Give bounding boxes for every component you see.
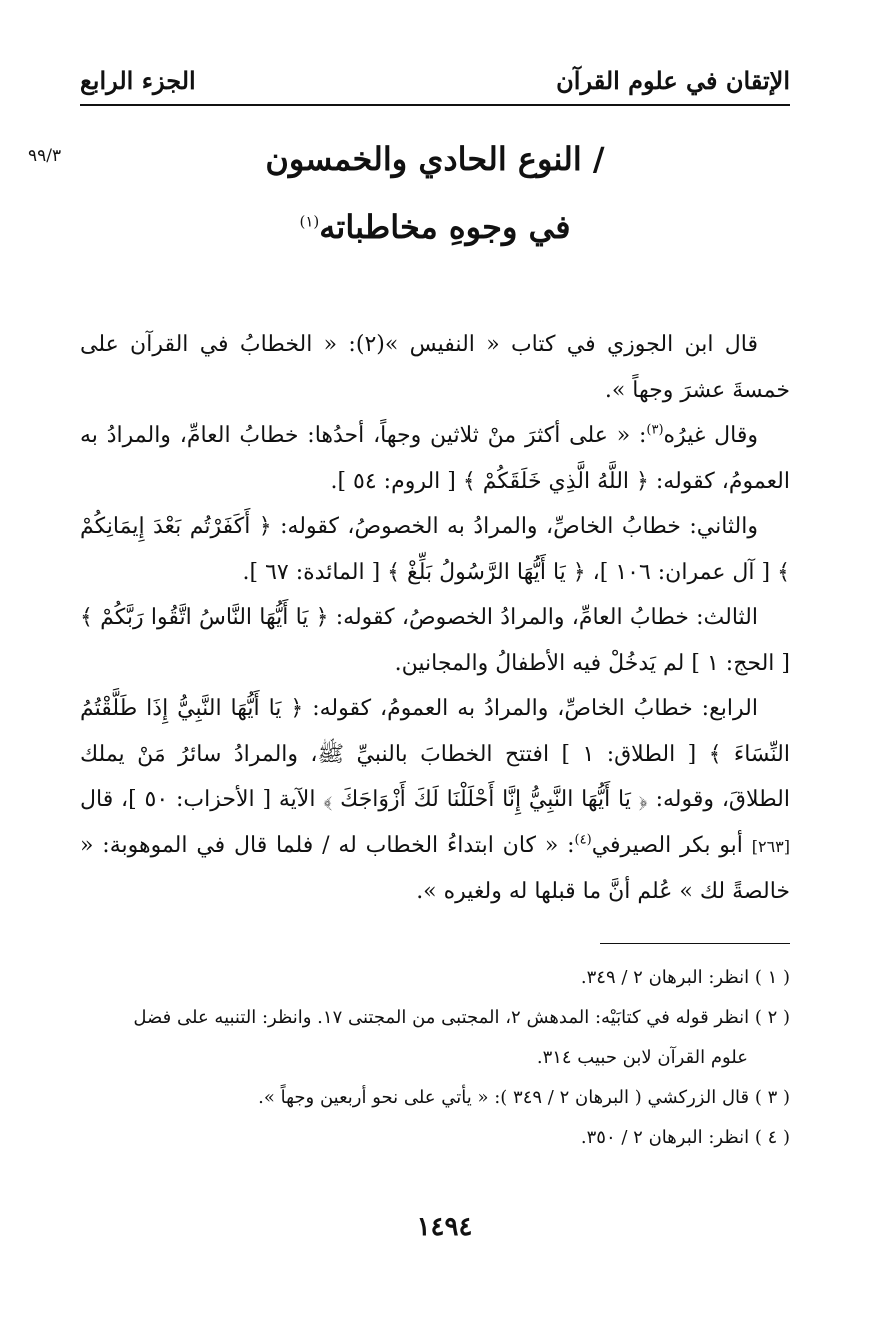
chapter-title [80,140,790,178]
main-text [80,322,790,915]
page-number: ١٤٩٤ [416,1212,473,1242]
chapter-subtitle [80,208,790,246]
footnote-2-continued: علوم القرآن لابن حبيب ٣١٤. [536,1047,748,1068]
footnote-1: ( ١ ) انظر: البرهان ٢ / ٣٤٩. [580,967,790,988]
paragraph-1: قال ابن الجوزي في كتاب « النفيس »(٢): « الخطابُ في القرآن على خمسةَ عشرَ وجهاً ». [80,332,790,403]
footnote-ref-1: (١) [299,212,320,231]
paragraph-5-start: الرابع: خطابُ الخاصِّ، والمرادُ به العمومُ، كقوله: ﴿ يَا أَيُّهَا النَّبِيُّ إِذَا طَلَّقْتُمُ النِّسَاءَ ﴾ [ الطلاق: ١ ] افتتح الخطابَ بالنبيِّ ﷺ، والمرادُ سائرُ مَنْ يملك الطلاقَ، وقوله: ﴿ يَا أَيُّهَا النَّبِيُّ إِنَّا أَحْلَلْنَا لَكَ أَزْوَاجَكَ ﴾ الآية [ الأحزاب: ٥٠ ]، قال [80,696,791,812]
paragraph-4: الثالث: خطابُ العامِّ، والمرادُ الخصوصُ، كقوله: ﴿ يَا أَيُّهَا النَّاسُ اتَّقُوا رَبَّكُمْ ﴾ [ الحج: ١ ] لم يَدخُلْ فيه الأطفالُ والمجانين. [80,605,790,676]
footnote-ref-3: (٣) [646,422,664,438]
margin-reference: ٩٩/٣ [28,146,62,166]
paragraph-3: والثاني: خطابُ الخاصِّ، والمرادُ به الخصوصُ، كقوله: ﴿ أَكَفَرْتُم بَعْدَ إِيمَانِكُمْ ﴾ [ آل عمران: ١٠٦ ]، ﴿ يَا أَيُّهَا الرَّسُولُ بَلِّغْ ﴾ [ المائدة: ٦٧ ]. [80,514,790,585]
chapter-title-text: النوع الحادي والخمسون [265,140,582,178]
book-title: الإتقان في علوم القرآن [556,66,790,95]
footnote-divider [600,943,790,944]
footnote-2: ( ٢ ) انظر قوله في كتابَيْه: المدهش ٢، المجتبى من المجتنى ١٧. وانظر: التنبيه على فضل [133,1007,790,1028]
chapter-slash: / [592,140,605,178]
footnote-3: ( ٣ ) قال الزركشي ( البرهان ٢ / ٣٤٩ ): « يأتي على نحو أربعين وجهاً ». [258,1087,790,1108]
footnote-4: ( ٤ ) انظر: البرهان ٢ / ٣٥٠. [580,1127,790,1148]
paragraph-2 [80,413,790,504]
paragraph-5 [80,686,790,915]
paragraph-5-rest: : « كان ابتداءُ الخطاب له / فلما قال في الموهوبة: « خالصةً لك » عُلم أنَّ ما قبلها له ولغيره ». [80,832,790,904]
page-marker: [٢٦٣] [751,836,790,856]
footnotes [80,958,790,1158]
volume-label: الجزء الرابع [80,66,196,95]
paragraph-5-author: أبو بكر الصيرفي [591,832,752,858]
chapter-subtitle-text: في وجوهِ مخاطباته [319,208,571,246]
running-header [80,60,790,106]
footnote-ref-4: (٤) [574,832,592,848]
paragraph-2-rest: : « على أكثرَ منْ ثلاثين وجهاً، أحدُها: خطابُ العامِّ، والمرادُ به العمومُ، كقوله: ﴿ اللَّهُ الَّذِي خَلَقَكُمْ ﴾ [ الروم: ٥٤ ]. [80,423,790,494]
paragraph-2-start: وقال غيرُه [663,423,758,448]
